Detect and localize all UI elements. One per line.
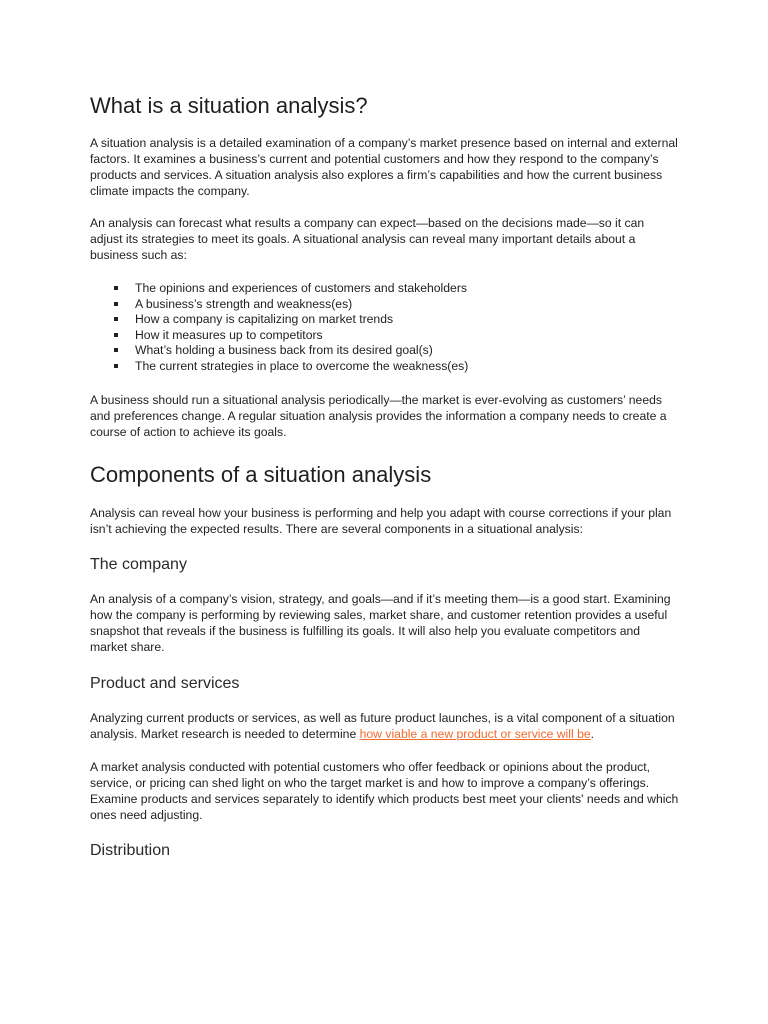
bullet-icon (114, 333, 118, 337)
products-paragraph: Analyzing current products or services, as well as future product launches, is a vital component of a situation analysis. Market research is needed to determine how viable a new product or service will be. (90, 710, 675, 741)
bullet-icon (114, 286, 118, 290)
list-item: The current strategies in place to overcome the weakness(es) (90, 359, 680, 375)
intro-paragraph: A situation analysis is a detailed examination of a company’s market presence based on internal and external factors. It examines a business’s current and potential customers and how they respond to the company’s products and services. A situation analysis also explores a firm’s capabilities and how the current business climate impacts the company. (90, 136, 678, 198)
components-title: Components of a situation analysis (90, 461, 432, 487)
list-item: How it measures up to competitors (90, 328, 680, 344)
bullet-icon (114, 302, 118, 306)
distribution-heading: Distribution (90, 841, 171, 859)
company-paragraph: An analysis of a company’s vision, strategy, and goals—and if it’s meeting them—is a good start. Examining how the company is performing by reviewing sales, market share, and customer retention provides a useful snapshot that reveals if the business is fulfilling its goals. It will also help you evaluate competitors and market share. (90, 591, 671, 654)
periodic-paragraph: A business should run a situational analysis periodically—the market is ever-evolving as customers’ needs and preferences change. A regular situation analysis provides the information a company needs to create a course of action to achieve its goals. (90, 392, 667, 439)
bullet-icon (114, 317, 118, 321)
components-intro: Analysis can reveal how your business is performing and help you adapt with course corrections if your plan isn’t achieving the expected results. There are several components in a situational analysis: (90, 505, 672, 536)
market-analysis-paragraph: A market analysis conducted with potential customers who offer feedback or opinions about the product, service, or pricing can shed light on who the target market is and how to improve a company’s offerings. Examine products and services separately to identify which products best meet your clients' needs and which ones need adjusting. (90, 759, 679, 822)
list-item: How a company is capitalizing on market trends (90, 312, 680, 328)
forecast-paragraph: An analysis can forecast what results a company can expect—based on the decisions made—so it can adjust its strategies to meet its goals. A situational analysis can reveal many important details about a business such as: (90, 216, 645, 262)
list-item: A business’s strength and weakness(es) (90, 297, 680, 313)
bullet-icon (114, 364, 118, 368)
page-title: What is a situation analysis? (90, 93, 368, 118)
products-heading: Product and services (90, 674, 240, 692)
bullet-icon (114, 348, 118, 352)
company-heading: The company (90, 555, 187, 573)
article-content (90, 92, 680, 861)
details-list (90, 281, 680, 375)
list-item: The opinions and experiences of customers and stakeholders (90, 281, 680, 297)
viable-product-link[interactable]: how viable a new product or service will be (359, 726, 591, 741)
list-item: What’s holding a business back from its desired goal(s) (90, 343, 680, 359)
